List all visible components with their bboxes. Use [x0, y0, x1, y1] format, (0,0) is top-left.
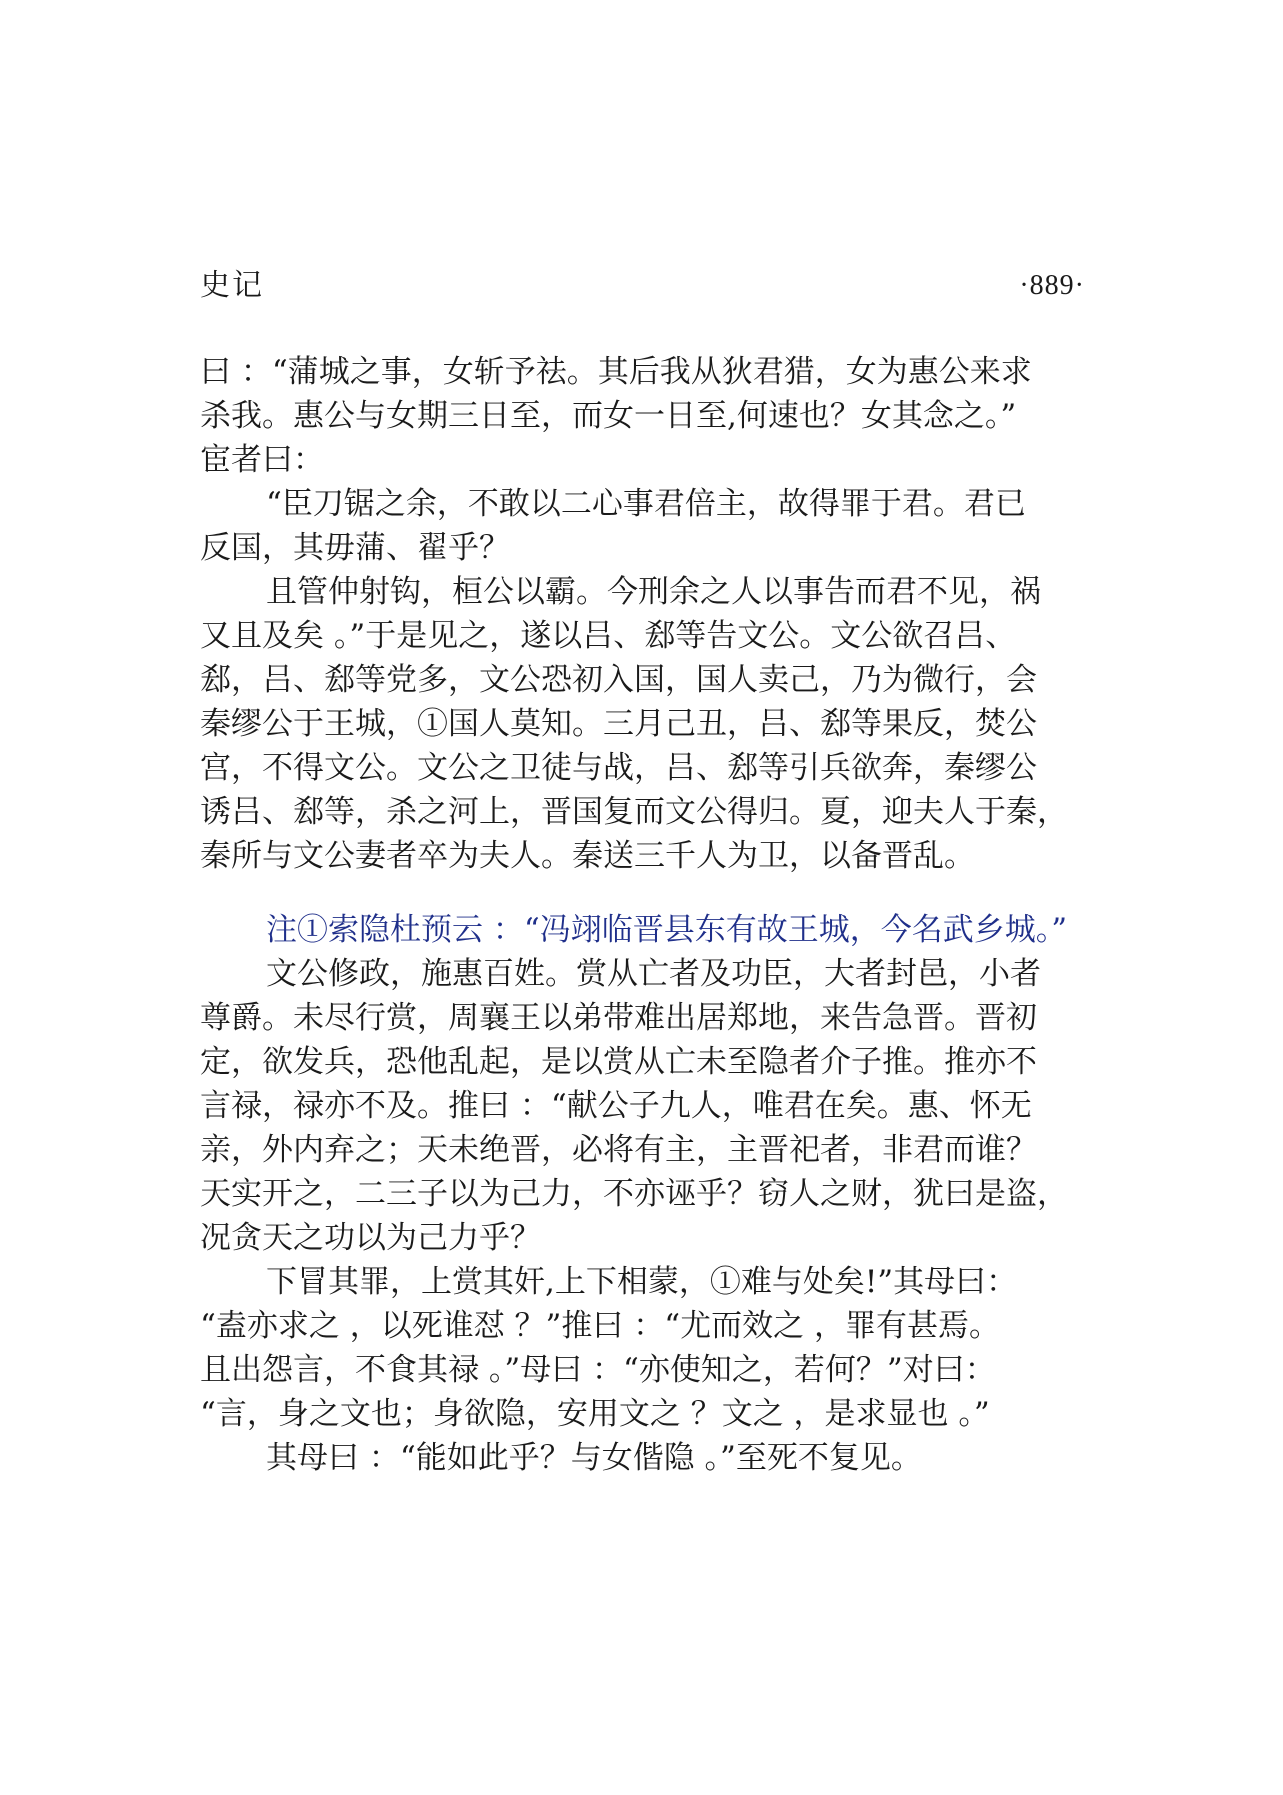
text-line: 宫，不得文公。文公之卫徒与战，吕、郄等引兵欲奔，秦缪公 [200, 750, 1037, 786]
book-title: 史记 [200, 268, 264, 303]
main-text [200, 350, 1100, 1480]
text-line: 况贪天之功以为己力乎？ [200, 1220, 541, 1256]
text-line: 杀我。惠公与女期三日至，而女一日至,何速也？女其念之。” [200, 398, 1017, 434]
paragraph-gap [200, 878, 1100, 908]
text-line: “臣刀锯之余，不敢以二心事君倍主，故得罪于君。君已 [266, 486, 1026, 522]
text-line: 文公修政，施惠百姓。赏从亡者及功臣，大者封邑，小者 [266, 956, 1041, 992]
text-line: 反国，其毋蒲、翟乎？ [200, 530, 510, 566]
page-header [200, 266, 1085, 306]
text-line: 天实开之，二三子以为己力，不亦诬乎？窃人之财，犹曰是盗， [200, 1176, 1068, 1212]
text-line: 秦所与文公妻者卒为夫人。秦送三千人为卫，以备晋乱。 [200, 838, 975, 874]
text-line: 其母曰 ：“能如此乎？与女偕隐 。”至死不复见。 [266, 1440, 922, 1476]
text-line: “盍亦求之 ，以死谁怼 ？”推曰 ：“尤而效之 ，罪有甚焉。 [200, 1308, 1000, 1344]
text-line: 秦缪公于王城，①国人莫知。三月己丑，吕、郄等果反，焚公 [200, 706, 1037, 742]
text-line: 宦者曰： [200, 442, 324, 478]
text-line: 曰 ：“蒲城之事，女斩予祛。其后我从狄君猎，女为惠公来求 [200, 354, 1032, 390]
text-line: 亲，外内弃之；天未绝晋，必将有主，主晋祀者，非君而谁？ [200, 1132, 1037, 1168]
text-line: 尊爵。未尽行赏，周襄王以弟带难出居郑地，来告急晋。晋初 [200, 1000, 1037, 1036]
text-line: 郄，吕、郄等党多，文公恐初入国，国人卖己，乃为微行，会 [200, 662, 1037, 698]
text-line: 且出怨言，不食其禄 。”母曰 ：“亦使知之，若何？”对曰： [200, 1352, 996, 1388]
page-number: ·889· [1019, 270, 1085, 301]
footnote: 注①索隐杜预云 ：“冯翊临晋县东有故王城，今名武乡城。” [266, 912, 1068, 948]
text-line: 又且及矣 。”于是见之，遂以吕、郄等告文公。文公欲召吕、 [200, 618, 1017, 654]
text-line: 言禄，禄亦不及。推曰 ：“献公子九人，唯君在矣。惠、怀无 [200, 1088, 1032, 1124]
text-line: “言，身之文也；身欲隐，安用文之 ？文之 ，是求显也 。” [200, 1396, 990, 1432]
text-line: 下冒其罪，上赏其奸,上下相蒙，①难与处矣!”其母曰： [266, 1264, 1018, 1300]
text-line: 定，欲发兵，恐他乱起，是以赏从亡未至隐者介子推。推亦不 [200, 1044, 1037, 1080]
text-line: 诱吕、郄等，杀之河上，晋国复而文公得归。夏，迎夫人于秦， [200, 794, 1068, 830]
text-line: 且管仲射钩，桓公以霸。今刑余之人以事告而君不见，祸 [266, 574, 1041, 610]
